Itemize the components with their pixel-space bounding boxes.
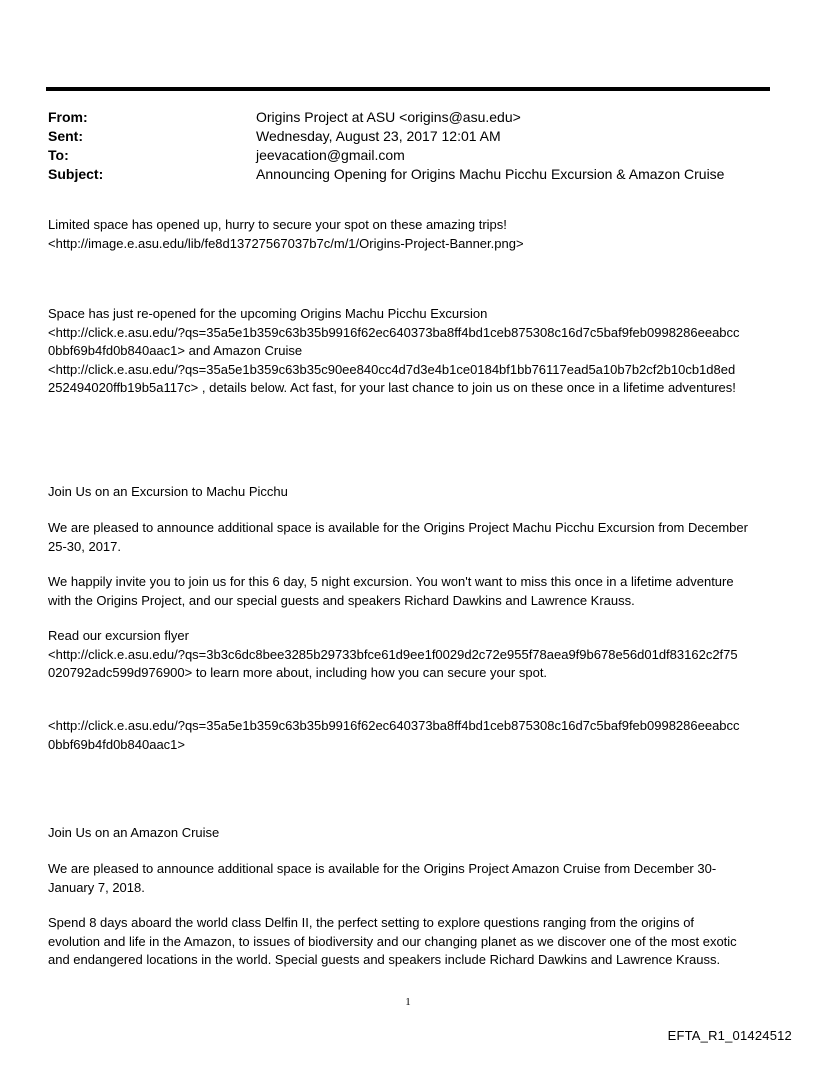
reopened-paragraph: Space has just re-opened for the upcoming Origins Machu Picchu Excursion <http://click.e.asu.edu/?qs=35a5e1b359c63b35b9916f62ec640373ba8ff4bd1ceb875308c16d7c5baf9feb0998286eeabcc 0bbf69b4fd0b840aac1> and Amazon Cruise <http://click.e.asu.edu/?qs=35a5e1b359c63b35c90ee840cc4d7d3e4b1ce0184bf1bb76117ead5a10b7b2cf2b10cb1d8ed 252494020ffb19b5a117c> , details below. Act fast, for your last chance to join us on these once in a lifetime adventures! — [48, 306, 740, 395]
sent-value: Wednesday, August 23, 2017 12:01 AM — [256, 128, 501, 144]
sent-label: Sent: — [48, 128, 83, 144]
amazon-heading: Join Us on an Amazon Cruise — [48, 825, 220, 840]
from-value: Origins Project at ASU <origins@asu.edu> — [256, 109, 521, 125]
subject-value: Announcing Opening for Origins Machu Picchu Excursion & Amazon Cruise — [256, 166, 725, 182]
from-label: From: — [48, 109, 88, 125]
to-value: jeevacation@gmail.com — [256, 147, 405, 163]
to-label: To: — [48, 147, 69, 163]
intro-paragraph: Limited space has opened up, hurry to secure your spot on these amazing trips! <http://image.e.asu.edu/lib/fe8d13727567037b7c/m/1/Origins-Project-Banner.png> — [48, 217, 524, 251]
email-header — [48, 108, 768, 184]
amazon-detail-paragraph: Spend 8 days aboard the world class Delfin II, the perfect setting to explore questions ranging from the origins of evolution and life in the Amazon, to issues of biodiversity and our changing planet as we discover one of the most exotic and endangered locations in the world. Special guests and speakers include Richard Dawkins and Lawrence Krauss. — [48, 915, 737, 967]
header-divider — [46, 87, 770, 91]
machu-heading: Join Us on an Excursion to Machu Picchu — [48, 484, 288, 499]
subject-label: Subject: — [48, 166, 104, 182]
machu-link-paragraph: <http://click.e.asu.edu/?qs=35a5e1b359c63b35b9916f62ec640373ba8ff4bd1ceb875308c16d7c5baf9feb0998286eeabcc 0bbf69b4fd0b840aac1> — [48, 718, 740, 752]
machu-announce-paragraph: We are pleased to announce additional space is available for the Origins Project Machu Picchu Excursion from December 25-30, 2017. — [48, 520, 748, 554]
sent-row — [48, 127, 768, 146]
to-row — [48, 146, 768, 165]
from-row — [48, 108, 768, 127]
machu-flyer-paragraph: Read our excursion flyer <http://click.e.asu.edu/?qs=3b3c6dc8bee3285b29733bfce61d9ee1f0029d2c72e955f78aea9f9b678e56d01df83162c2f75 020792adc599d976900> to learn more about, including how you can secure your spot. — [48, 628, 738, 680]
subject-row — [48, 165, 768, 184]
amazon-announce-paragraph: We are pleased to announce additional space is available for the Origins Project Amazon Cruise from December 30- January 7, 2018. — [48, 861, 717, 895]
page-number: 1 — [405, 996, 411, 1008]
machu-invite-paragraph: We happily invite you to join us for this 6 day, 5 night excursion. You won't want to miss this once in a lifetime adventure with the Origins Project, and our special guests and speakers Richard Dawkins and Lawrence Krauss. — [48, 574, 734, 608]
document-id: EFTA_R1_01424512 — [667, 1028, 792, 1043]
